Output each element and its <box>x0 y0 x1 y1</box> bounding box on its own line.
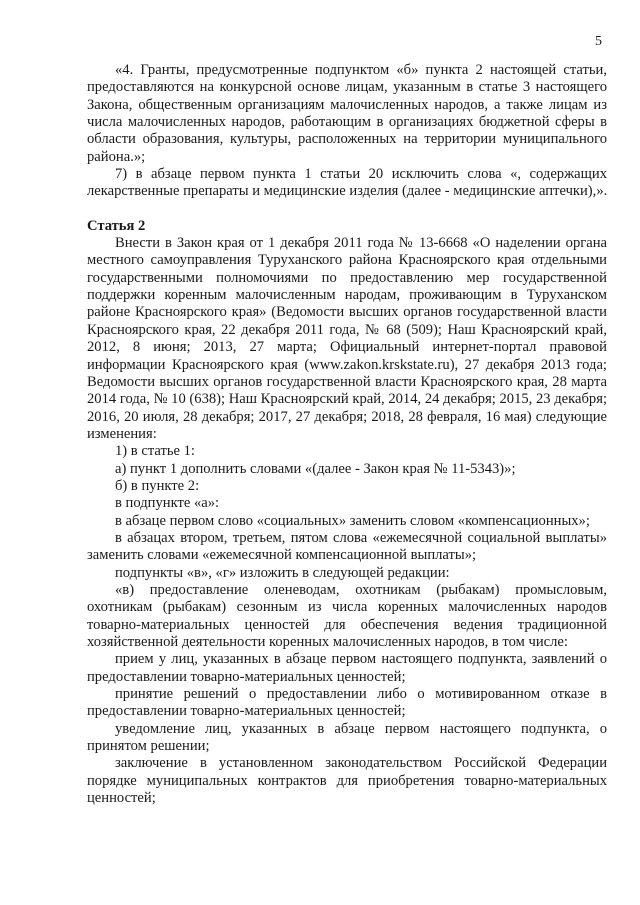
text-line: в абзацах втором, третьем, пятом слова «ежемесячной социальной выплаты» <box>115 529 607 546</box>
text-line: лекарственные препараты и медицинские изделия (далее - медицинские аптечки),». <box>87 183 608 200</box>
text-line: заключение в установленном законодательством Российской Федерации <box>115 755 607 772</box>
text-line: информации Красноярского края (www.zakon.krskstate.ru), 27 декабря 2013 года; <box>87 356 607 373</box>
text-line: района.»; <box>87 148 146 165</box>
text-line: Закона, общественным организациям малочисленных народов, а также лицам из <box>87 96 607 113</box>
text-line: порядке муниципальных контрактов для приобретения товарно-материальных <box>87 772 607 789</box>
text-line: поддержки коренным малочисленным народам, проживающим в Туруханском <box>87 287 607 304</box>
text-line: хозяйственной деятельности коренных малочисленных народов, в том числе: <box>87 634 568 650</box>
text-line: 1) в статье 1: <box>115 443 195 460</box>
text-line: предоставляются на конкурсной основе лицам, указанным в статье 3 настоящего <box>87 79 607 96</box>
text-line: предоставлении товарно-материальных ценностей; <box>87 668 406 685</box>
text-line: ценностей; <box>87 790 156 807</box>
text-line: товарно-материальных ценностей для обеспечения ведения традиционной <box>87 616 607 633</box>
text-line: уведомление лиц, указанных в абзаце первом настоящего подпункта, о <box>115 720 607 737</box>
text-line: предоставлении товарно-материальных ценностей; <box>87 703 406 720</box>
text-line: в подпункте «а»: <box>115 495 220 512</box>
text-line: принятом решении; <box>87 738 210 755</box>
text-line: прием у лиц, указанных в абзаце первом настоящего подпункта, заявлений о <box>115 651 607 668</box>
text-line: принятие решений о предоставлении либо о мотивированном отказе в <box>115 686 607 703</box>
text-line: заменить словами «ежемесячной компенсационной выплаты»; <box>87 547 477 564</box>
text-line: Ведомости высших органов государственной власти Красноярского края, 28 марта <box>87 373 607 390</box>
document-body <box>87 62 607 807</box>
text-line: «4. Гранты, предусмотренные подпунктом «б» пункта 2 настоящей статьи, <box>115 62 607 78</box>
text-line: 2014 года, № 10 (638); Наш Красноярский край, 2014, 24 декабря; 2015, 23 декабря; <box>87 391 607 408</box>
text-line: 2012, 8 июня; 2013, 27 марта; Официальный интернет-портал правовой <box>87 339 607 356</box>
text-line: Красноярского края, 22 декабря 2011 года, № 68 (509); Наш Красноярский край, <box>87 321 607 338</box>
text-line: изменения: <box>87 425 157 442</box>
text-line: местного самоуправления Туруханского района Красноярского края отдельными <box>87 252 607 269</box>
text-line: охотникам (рыбакам) сезонным из числа коренных малочисленных народов <box>87 599 607 616</box>
text-line: в абзаце первом слово «социальных» заменить словом «компенсационных»; <box>115 512 590 529</box>
text-line: области образования, культуры, расположенных на территории муниципального <box>87 131 607 148</box>
text-line: «в) предоставление оленеводам, охотникам (рыбакам) промысловым, <box>115 581 607 598</box>
text-line: а) пункт 1 дополнить словами «(далее - Закон края № 11-5343)»; <box>115 460 516 477</box>
text-line: б) в пункте 2: <box>115 477 200 494</box>
text-line: 2016, 20 июля, 28 декабря; 2017, 27 декабря; 2018, 28 февраля, 16 мая) следующие <box>87 408 607 425</box>
text-line: Внести в Закон края от 1 декабря 2011 года № 13-6668 «О наделении органа <box>115 235 607 252</box>
article-heading: Статья 2 <box>87 217 146 234</box>
text-line: числа малочисленных народов, работающим в организациях бюджетной сферы в <box>87 114 607 131</box>
text-line: государственными полномочиями по предоставлению мер государственной <box>87 269 607 286</box>
text-line: 7) в абзаце первом пункта 1 статьи 20 исключить слова «, содержащих <box>115 166 607 183</box>
text-line: подпункты «в», «г» изложить в следующей редакции: <box>115 564 450 581</box>
page-number: 5 <box>595 34 602 49</box>
text-line: районе Красноярского края» (Ведомости высших органов государственной власти <box>87 304 607 321</box>
